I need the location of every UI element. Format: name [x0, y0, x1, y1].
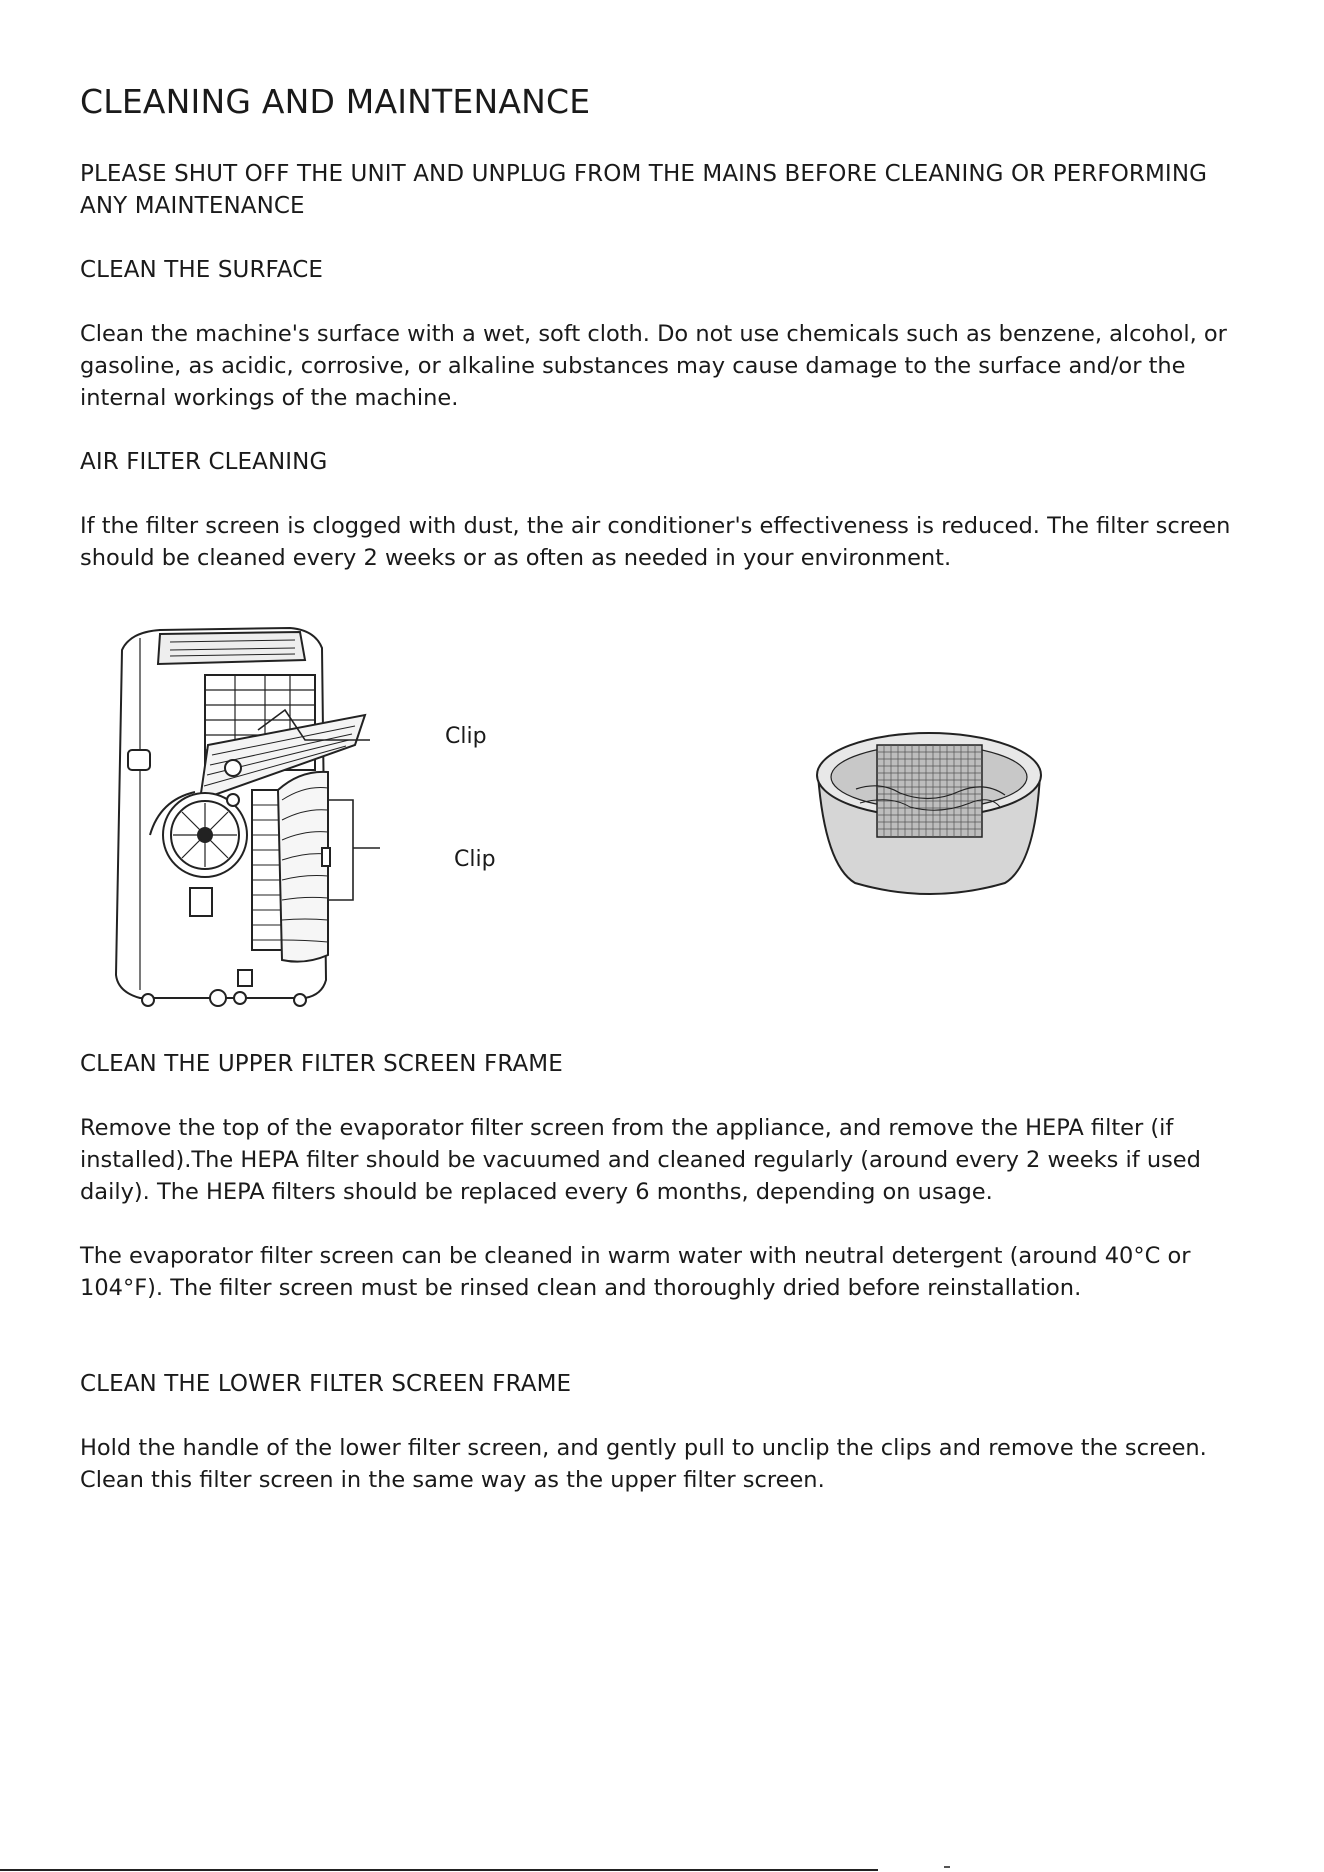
paragraph-clean-surface: Clean the machine's surface with a wet, soft cloth. Do not use chemicals such as benzene, alcohol, or gasoline, as acidic, corrosive, or alkaline substances may cause damage to the surface and/or the internal workings of the machine.: [80, 321, 1227, 411]
filter-in-basin-illustration: [800, 715, 1060, 905]
heading-clean-surface: CLEAN THE SURFACE: [80, 257, 323, 283]
page-title: CLEANING AND MAINTENANCE: [80, 82, 591, 121]
paragraph-upper-filter-2: The evaporator filter screen can be cleaned in warm water with neutral detergent (around 40°C or 104°F). The filter screen must be rinsed clean and thoroughly dried before reinstallation.: [80, 1243, 1191, 1301]
paragraph-air-filter: If the filter screen is clogged with dust, the air conditioner's effectiveness is reduced. The filter screen should be cleaned every 2 weeks or as often as needed in your environment.: [80, 513, 1231, 571]
footer-rule: [0, 1869, 878, 1871]
callout-upper-clip: Clip: [445, 724, 487, 749]
heading-air-filter: AIR FILTER CLEANING: [80, 449, 328, 475]
footer-mark: [944, 1866, 950, 1868]
heading-lower-filter: CLEAN THE LOWER FILTER SCREEN FRAME: [80, 1371, 572, 1397]
paragraph-upper-filter-1: Remove the top of the evaporator filter screen from the appliance, and remove the HEPA filter (if installed).The HEPA filter should be vacuumed and cleaned regularly (around every 2 weeks if used daily). The HEPA filters should be replaced every 6 months, depending on usage.: [80, 1115, 1201, 1205]
paragraph-lower-filter: Hold the handle of the lower filter screen, and gently pull to unclip the clips and remove the screen. Clean this filter screen in the same way as the upper filter screen.: [80, 1435, 1207, 1493]
safety-warning: PLEASE SHUT OFF THE UNIT AND UNPLUG FROM THE MAINS BEFORE CLEANING OR PERFORMING ANY MAINTENANCE: [80, 161, 1208, 219]
heading-upper-filter: CLEAN THE UPPER FILTER SCREEN FRAME: [80, 1051, 563, 1077]
air-conditioner-illustration: [100, 620, 520, 1010]
callout-lower-clip: Clip: [454, 847, 496, 872]
